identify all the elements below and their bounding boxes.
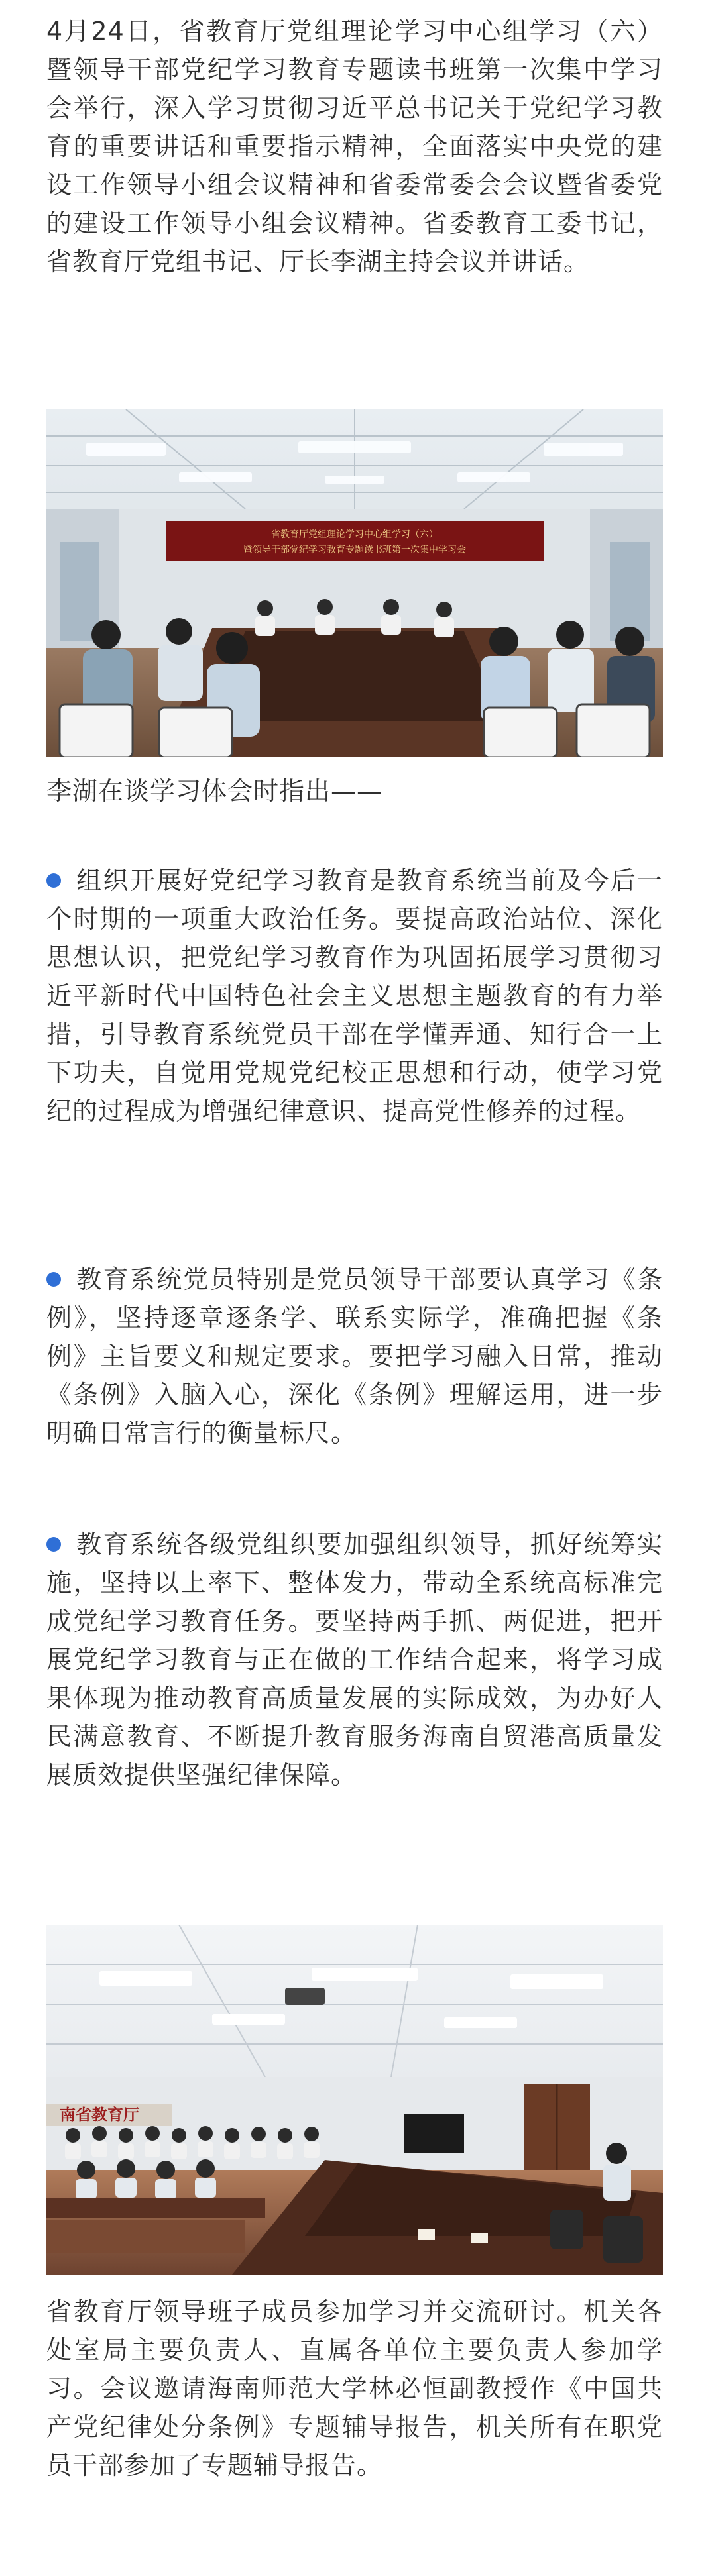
blue-dot-icon <box>46 1272 61 1287</box>
intro-paragraph: 4月24日，省教育厅党组理论学习中心组学习（六）暨领导干部党纪学习教育专题读书班第一次集中学习会举行，深入学习贯彻习近平总书记关于党纪学习教育的重要讲话和重要指示精神，全面落实中央党的建设工作领导小组会议精神和省委常委会会议暨省委党的建设工作领导小组会议精神。省委教育工委书记，省教育厅党组书记、厅长李湖主持会议并讲话。 <box>46 17 663 276</box>
bullet-item-2 <box>46 1260 663 1452</box>
blue-dot-icon <box>46 1537 61 1552</box>
meeting-photo-2 <box>46 1925 663 2275</box>
bullet-text-3: 教育系统各级党组织要加强组织领导，抓好统筹实施，坚持以上率下、整体发力，带动全系统高标准完成党纪学习教育任务。要坚持两手抓、两促进，把开展党纪学习教育与正在做的工作结合起来，将学习成果体现为推动教育高质量发展的实际成效，为办好人民满意教育、不断提升教育服务海南自贸港高质量发展质效提供坚强纪律保障。 <box>46 1530 663 1790</box>
banner-line-1: 省教育厅党组理论学习中心组学习（六） <box>271 529 438 540</box>
banner-line-2: 暨领导干部党纪学习教育专题读书班第一次集中学习会 <box>243 545 466 555</box>
bullet-item-3 <box>46 1525 663 1794</box>
wall-sign: 南省教育厅 <box>60 2106 139 2124</box>
blue-dot-icon <box>46 873 61 888</box>
bullet-item-1 <box>46 861 663 1130</box>
bullet-text-2: 教育系统党员特别是党员领导干部要认真学习《条例》，坚持逐章逐条学、联系实际学，准确把握《条例》主旨要义和规定要求。要把学习融入日常，推动《条例》入脑入心，深化《条例》理解运用，进一步明确日常言行的衡量标尺。 <box>46 1265 663 1448</box>
closing-paragraph: 省教育厅领导班子成员参加学习并交流研讨。机关各处室局主要负责人、直属各单位主要负责人参加学习。会议邀请海南师范大学林必恒副教授作《中国共产党纪律处分条例》专题辅导报告，机关所有在职党员干部参加了专题辅导报告。 <box>46 2297 663 2480</box>
meeting-photo-1 <box>46 409 663 757</box>
lead-line: 李湖在谈学习体会时指出—— <box>46 777 383 806</box>
bullet-text-1: 组织开展好党纪学习教育是教育系统当前及今后一个时期的一项重大政治任务。要提高政治站位、深化思想认识，把党纪学习教育作为巩固拓展学习贯彻习近平新时代中国特色社会主义思想主题教育的有力举措，引导教育系统党员干部在学懂弄通、知行合一上下功夫，自觉用党规党纪校正思想和行动，使学习党纪的过程成为增强纪律意识、提高党性修养的过程。 <box>46 866 663 1126</box>
